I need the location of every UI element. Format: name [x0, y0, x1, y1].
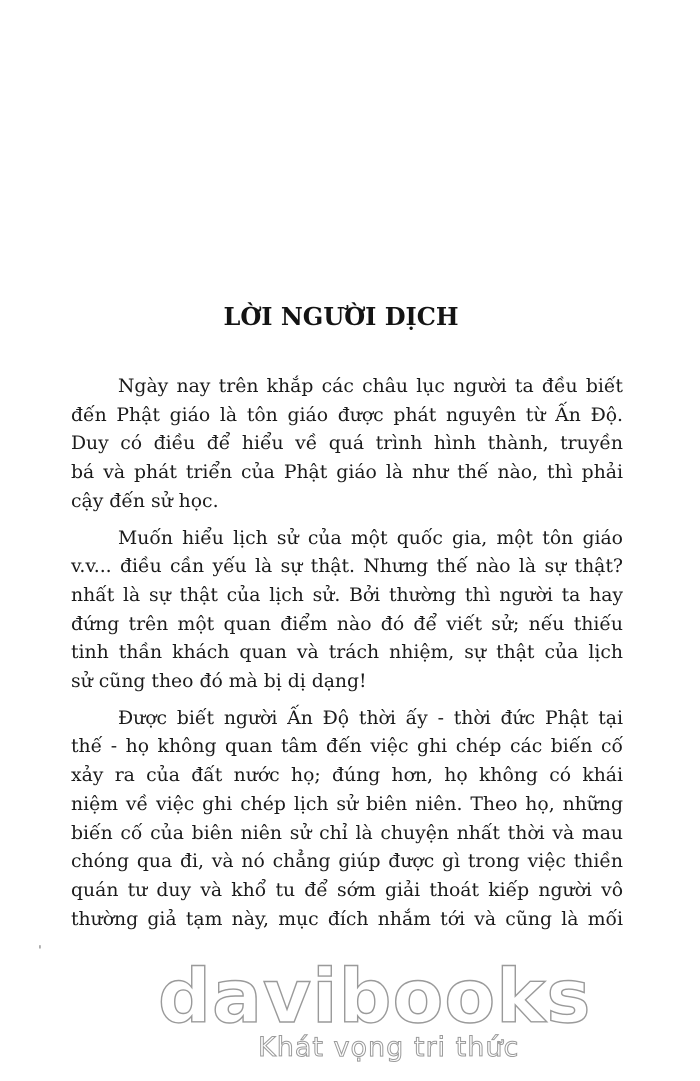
text-line: niệm về việc ghi chép lịch sử biên niên. Theo họ, những	[71, 793, 623, 815]
text-line: thường giả tạm này, mục đích nhắm tới và cũng là mối	[71, 908, 623, 930]
text-line: quán tư duy và khổ tu để sớm giải thoát kiếp người vô	[71, 879, 623, 901]
watermark-slogan: Khát vọng tri thức	[258, 1032, 520, 1063]
text-line: xảy ra của đất nước họ; đúng hơn, họ không có khái	[71, 765, 623, 787]
text-line: chóng qua đi, và nó chẳng giúp được gì trong việc thiền	[71, 851, 623, 873]
text-line: đến Phật giáo là tôn giáo được phát nguyên từ Ấn Độ.	[71, 404, 623, 426]
paragraph-2	[71, 525, 623, 697]
text-line: nhất là sự thật của lịch sử. Bởi thường thì người ta hay	[71, 584, 623, 606]
text-line: v.v... điều cần yếu là sự thật. Nhưng thế nào là sự thật?	[71, 556, 623, 578]
watermark	[0, 954, 700, 1081]
body-text	[71, 373, 623, 942]
text-line: Ngày nay trên khắp các châu lục người ta đều biết	[118, 376, 623, 397]
text-line: Được biết người Ấn Độ thời ấy - thời đức Phật tại	[118, 707, 623, 729]
text-line: biến cố của biên niên sử chỉ là chuyện nhất thời và mau	[71, 822, 623, 844]
page-title: LỜI NGƯỜI DỊCH	[223, 302, 459, 331]
text-line: Duy có điều để hiểu về quá trình hình thành, truyền	[71, 433, 623, 455]
text-line: thế - họ không quan tâm đến việc ghi chép các biến cố	[71, 736, 623, 758]
paragraph-1	[71, 373, 623, 517]
text-line: sử cũng theo đó mà bị dị dạng!	[71, 671, 367, 693]
text-line: Muốn hiểu lịch sử của một quốc gia, một tôn giáo	[118, 527, 623, 549]
text-line: bá và phát triển của Phật giáo là như thế nào, thì phải	[71, 462, 623, 484]
margin-mark: ˈ	[38, 944, 42, 960]
text-line: đứng trên một quan điểm nào đó để viết sử; nếu thiếu	[71, 613, 623, 635]
text-line: tinh thần khách quan và trách nhiệm, sự thật của lịch	[71, 642, 623, 664]
watermark-logo: davibooks	[158, 954, 592, 1040]
text-line: cậy đến sử học.	[71, 490, 219, 512]
paragraph-3	[71, 705, 623, 935]
